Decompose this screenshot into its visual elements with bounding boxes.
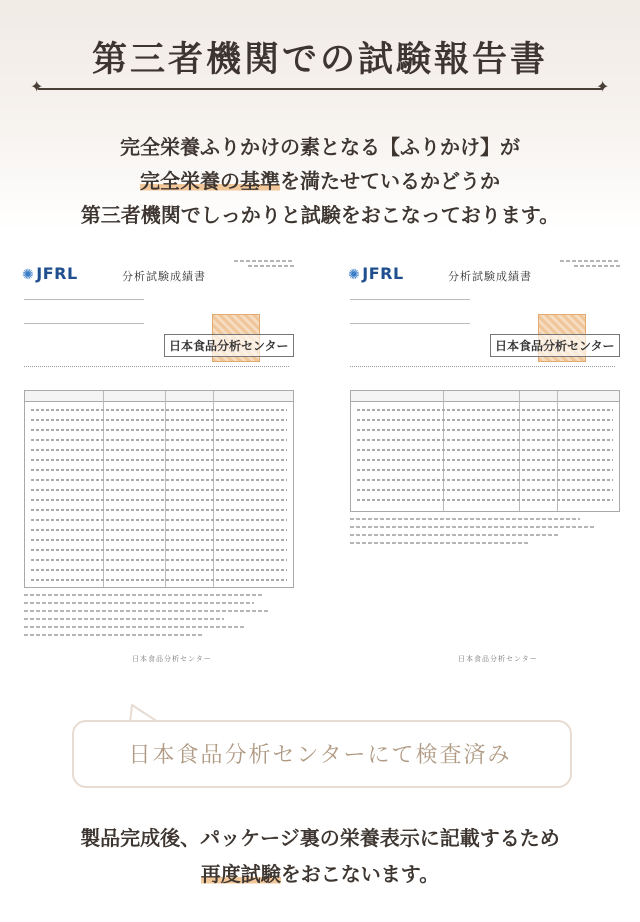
sample-line xyxy=(350,314,470,324)
jfrl-logo-text: JFRL xyxy=(36,264,78,283)
jfrl-logo-icon: ✺ xyxy=(22,267,35,283)
document-title: 分析試験成績書 xyxy=(122,270,206,283)
jfrl-logo xyxy=(348,264,404,283)
closing-line-2-rest: をおこないます。 xyxy=(280,862,440,886)
document-number xyxy=(234,260,294,267)
document-intro-line xyxy=(24,366,289,369)
intro-text xyxy=(0,130,640,232)
results-table xyxy=(350,390,620,512)
jfrl-logo-icon: ✺ xyxy=(348,267,361,283)
closing-text xyxy=(0,820,640,892)
jfrl-logo xyxy=(22,264,78,283)
document-title: 分析試験成績書 xyxy=(448,270,532,283)
document-intro-line xyxy=(350,366,615,369)
sample-line xyxy=(24,314,144,324)
report-document-1 xyxy=(14,248,304,668)
closing-line-1: 製品完成後、パッケージ裏の栄養表示に記載するため xyxy=(80,826,560,850)
document-footer: 日本食品分析センター xyxy=(458,655,538,663)
title-divider xyxy=(38,88,602,90)
client-line xyxy=(350,290,470,300)
intro-line-1: 完全栄養ふりかけの素となる【ふりかけ】が xyxy=(120,135,520,159)
closing-line-2 xyxy=(0,856,640,892)
analysis-center-name: 日本食品分析センター xyxy=(490,334,620,357)
results-table xyxy=(24,390,294,588)
closing-highlight: 再度試験 xyxy=(200,862,281,886)
report-document-2 xyxy=(340,248,630,668)
intro-line-2 xyxy=(0,164,640,198)
document-footer: 日本食品分析センター xyxy=(132,655,212,663)
page-title: 第三者機関での試験報告書 xyxy=(91,40,548,80)
bubble-text: 日本食品分析センターにて検査済み xyxy=(128,743,512,768)
intro-highlight: 完全栄養の基準 xyxy=(140,169,280,193)
analysis-center-name: 日本食品分析センター xyxy=(164,334,294,357)
sparkle-icon: ✦ xyxy=(30,77,44,96)
intro-line-3: 第三者機関でしっかりと試験をおこなっております。 xyxy=(80,203,560,227)
sparkle-icon: ✦ xyxy=(596,77,610,96)
client-line xyxy=(24,290,144,300)
jfrl-logo-text: JFRL xyxy=(362,264,404,283)
intro-line-2-rest: を満たせているかどうか xyxy=(280,169,500,193)
document-number xyxy=(560,260,620,267)
document-notes xyxy=(350,518,600,550)
document-notes xyxy=(24,594,274,642)
